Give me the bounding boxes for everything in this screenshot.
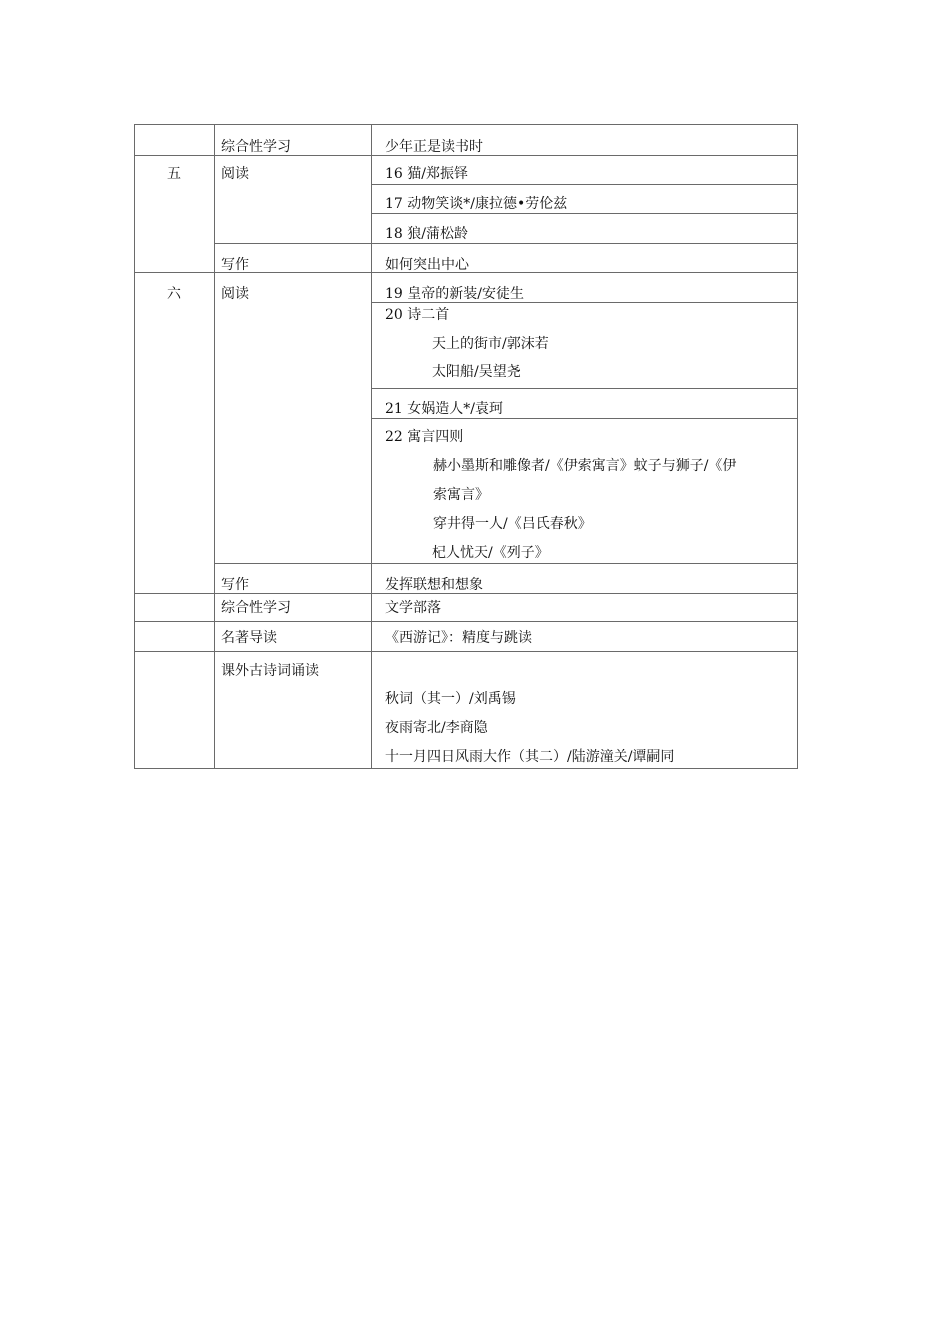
category-label: 阅读 [221, 166, 249, 182]
table-border [214, 563, 798, 564]
category-label: 课外古诗词诵读 [221, 663, 319, 679]
content-item: 16 猫/郑振铎 [385, 166, 468, 182]
unit-label: 六 [167, 286, 181, 302]
table-border [371, 124, 372, 769]
table-border [134, 768, 798, 769]
category-label: 综合性学习 [221, 600, 291, 616]
category-label: 阅读 [221, 286, 249, 302]
content-item: 太阳船/吴望尧 [432, 364, 521, 380]
table-border [134, 124, 135, 769]
category-label: 写作 [221, 577, 249, 593]
table-border [797, 124, 798, 769]
content-item: 索寓言》 [433, 487, 489, 503]
content-item: 杞人忧天/《列子》 [432, 545, 549, 561]
category-label: 名著导读 [221, 630, 277, 646]
table-border [371, 388, 798, 389]
content-item: 十一月四日风雨大作（其二）/陆游潼关/谭嗣同 [385, 749, 675, 765]
content-item: 穿井得一人/《吕氏春秋》 [433, 516, 592, 532]
table-border [134, 651, 798, 652]
content-item: 《西游记》：精度与跳读 [385, 630, 532, 646]
category-label: 写作 [221, 257, 249, 273]
unit-label: 五 [167, 166, 181, 182]
content-item: 18 狼/蒲松龄 [385, 226, 468, 242]
content-item: 20 诗二首 [385, 307, 450, 323]
table-border [214, 243, 798, 244]
content-item: 天上的街市/郭沫若 [432, 336, 549, 352]
content-item: 发挥联想和想象 [385, 577, 483, 593]
table-border [134, 621, 798, 622]
table-border [371, 213, 798, 214]
table-border [134, 124, 798, 125]
content-item: 17 动物笑谈*/康拉德•劳伦兹 [385, 196, 568, 212]
category-label: 综合性学习 [221, 139, 291, 155]
table-border [371, 184, 798, 185]
content-item: 文学部落 [385, 600, 441, 616]
table-border [371, 418, 798, 419]
content-item: 夜雨寄北/李商隐 [385, 720, 488, 736]
content-item: 22 寓言四则 [385, 429, 464, 445]
content-item: 秋词（其一）/刘禹锡 [385, 691, 516, 707]
content-item: 19 皇帝的新装/安徒生 [385, 286, 524, 302]
content-item: 赫小墨斯和雕像者/《伊索寓言》蚊子与狮子/《伊 [433, 458, 737, 474]
content-item: 如何突出中心 [385, 257, 469, 273]
table-border [214, 124, 215, 769]
content-item: 少年正是读书时 [385, 139, 483, 155]
content-item: 21 女娲造人*/袁珂 [385, 401, 503, 417]
